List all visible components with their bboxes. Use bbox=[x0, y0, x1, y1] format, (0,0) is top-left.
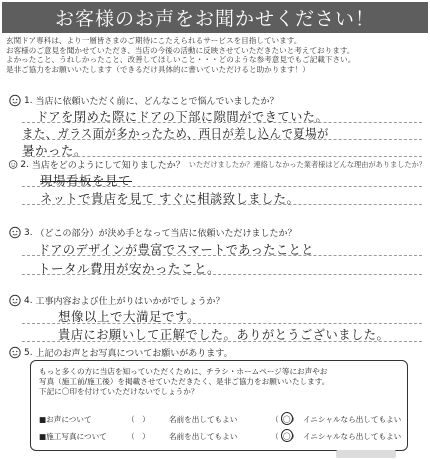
question-subtext: いただけましたか？連絡しなかった業者様はどんな理由がありましたか？ bbox=[188, 159, 426, 169]
option-initial-allowed: イニシャルなら出してもよい bbox=[303, 415, 402, 424]
question-2: 2 . 当店をどのようにして知りましたか？ いただけましたか？連絡しなかった業者様はどんな理由がありましたか？ bbox=[8, 158, 426, 171]
strikethrough bbox=[40, 181, 132, 182]
intro-line: お客様のご意見を聞かせていただき、当店の今後の活動に反映させていただきたいと考えております。 bbox=[6, 45, 355, 55]
option-label: ■お声について bbox=[39, 415, 92, 424]
question-text: 工事内容および仕上がりはいかがでしょうか？ bbox=[35, 297, 225, 307]
option-row-voice: ■お声について （ ） 名前を出してもよい （ 〇 ） イニシャルなら出してもよい bbox=[39, 415, 402, 424]
answer-3-line: ドアのデザインが豊富でスマートであったことと bbox=[38, 242, 314, 257]
answer-2-line: ネットで貴店を見て すぐに相談致しました。 bbox=[40, 191, 300, 206]
option-checkbox[interactable]: （ ） bbox=[127, 432, 150, 441]
face-icon bbox=[8, 346, 22, 359]
face-icon bbox=[8, 294, 22, 307]
option-initial-allowed: イニシャルなら出してもよい bbox=[303, 432, 402, 441]
question-3: 3 . （どこの部分）が決め手となって当店に依頼いただけましたか？ bbox=[8, 226, 426, 239]
answer-4-line: 想像以上で大満足です。 bbox=[58, 309, 201, 324]
question-1: 1 . 当店に依頼いただく前に、どんなことで悩んでいましたか？ bbox=[8, 94, 426, 107]
intro-line: 是非ご協力をお願いいたします（できるだけ具体的に書いていただけると助かります！） bbox=[6, 64, 310, 74]
question-5: 5 . 上記のお声とお写真についてお願いがあります。 bbox=[8, 346, 426, 359]
question-text: 上記のお声とお写真についてお願いがあります。 bbox=[35, 349, 233, 359]
photo-request-line: もっと多くの方に当店を知っていただくために、チラシ・ホームページ等にお声やお bbox=[39, 367, 328, 376]
question-number: 3 bbox=[24, 227, 30, 238]
option-selected-mark[interactable]: 〇 bbox=[283, 432, 291, 441]
face-icon bbox=[8, 94, 22, 107]
photo-request-intro bbox=[39, 367, 401, 397]
photo-request-line: 写真（施工前/施工後）を掲載させていただきたく、是非ご協力をお願いいたします。 bbox=[39, 377, 330, 386]
intro-line: よかったこと、うれしかったこと、改善してほしいこと・・・どのような参考意見でもご記載下さい。 bbox=[6, 55, 356, 65]
photo-request-box bbox=[30, 360, 408, 451]
header-banner bbox=[2, 2, 428, 33]
answer-1-line: また、ガラス面が多かったため、西日が差し込んで夏場が bbox=[22, 126, 329, 141]
option-name-allowed: 名前を出してもよい bbox=[169, 415, 238, 424]
option-name-allowed: 名前を出してもよい bbox=[169, 432, 238, 441]
answer-1-line: ドアを閉めた際にドアの下部に隙間ができていた。 bbox=[36, 109, 329, 124]
answer-1-line: 暑かった。 bbox=[22, 143, 88, 158]
option-selected-mark[interactable]: 〇 bbox=[283, 415, 291, 424]
question-number: 5 bbox=[24, 347, 30, 358]
option-checkbox[interactable]: （ ） bbox=[127, 415, 150, 424]
face-icon bbox=[8, 158, 18, 171]
question-text: （どこの部分）が決め手となって当店に依頼いただけましたか？ bbox=[35, 229, 297, 239]
logo-mark bbox=[336, 450, 396, 458]
face-icon bbox=[8, 226, 22, 239]
question-number: 1 bbox=[24, 95, 30, 106]
intro-line: 玄関ドア専科は、より一層皆さまのご期待にこたえられるサービスを目指しています。 bbox=[6, 36, 302, 45]
answer-4-line: 貴店にお願いして正解でした。ありがとうございました。 bbox=[58, 327, 390, 342]
page-title: お客様のお声をお聞かせください！ bbox=[54, 8, 375, 30]
question-number: 4 bbox=[24, 295, 30, 306]
option-label: ■施工写真について bbox=[39, 432, 107, 441]
question-number: 2 bbox=[20, 159, 27, 170]
question-4: 4 . 工事内容および仕上がりはいかがでしょうか？ bbox=[8, 294, 426, 307]
answer-2-line: 現場看板を見て bbox=[40, 173, 132, 188]
question-text: 当店をどのようにして知りましたか？ bbox=[31, 161, 185, 171]
option-row-photo: ■施工写真について （ ） 名前を出してもよい （ 〇 ） イニシャルなら出してもよい bbox=[39, 432, 402, 441]
question-text: 当店に依頼いただく前に、どんなことで悩んでいましたか？ bbox=[35, 97, 279, 107]
photo-request-line: 下記に〇印を付けていただけないでしょうか？ bbox=[39, 387, 199, 396]
answer-3-line: トータル費用が安かったこと。 bbox=[38, 261, 221, 276]
intro-text bbox=[6, 36, 426, 74]
